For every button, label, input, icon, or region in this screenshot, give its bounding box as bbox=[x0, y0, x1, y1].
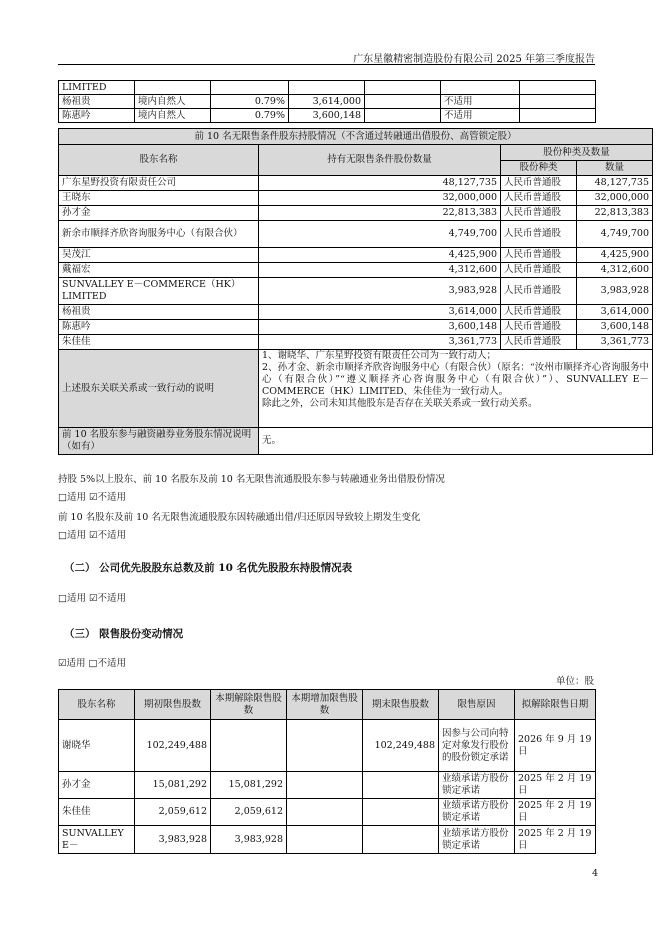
col-reason: 限售原因 bbox=[439, 690, 515, 720]
margin-trading-text: 无。 bbox=[259, 428, 653, 455]
unrestricted-qty: 32,000,000 bbox=[259, 191, 501, 206]
end-shares bbox=[363, 772, 439, 799]
released-shares: 2,059,612 bbox=[211, 799, 287, 826]
shareholder-name: 朱佳佳 bbox=[59, 335, 259, 350]
restriction-reason: 因参与公司向特定对象发行股份的股份锁定承诺 bbox=[439, 720, 515, 772]
share-type: 人民币普通股 bbox=[501, 206, 577, 221]
unrestricted-qty: 4,312,600 bbox=[259, 263, 501, 278]
unrestricted-qty: 4,425,900 bbox=[259, 248, 501, 263]
holder-name: 朱佳佳 bbox=[59, 799, 135, 826]
release-date: 2025 年 2 月 19 日 bbox=[515, 799, 596, 826]
release-date: 2026 年 9 月 19 日 bbox=[515, 720, 596, 772]
table-row bbox=[59, 221, 653, 248]
end-shares bbox=[363, 799, 439, 826]
note-lending-check: □适用 ☑不适用 bbox=[58, 492, 127, 503]
holder-name: 孙才金 bbox=[59, 772, 135, 799]
holding-pct: 0.79% bbox=[211, 109, 289, 123]
unit-label: 单位：股 bbox=[555, 676, 594, 687]
share-amount: 22,813,383 bbox=[577, 206, 653, 221]
table-row bbox=[59, 191, 653, 206]
section-restricted-check: ☑适用 □不适用 bbox=[58, 658, 127, 669]
pledge-status: 不适用 bbox=[441, 95, 520, 109]
top-shareholders-table-continued bbox=[58, 80, 596, 123]
share-type: 人民币普通股 bbox=[501, 191, 577, 206]
relation-label: 上述股东关联关系或一致行动的说明 bbox=[59, 350, 259, 428]
shareholder-name: 杨祖贵 bbox=[59, 305, 259, 320]
share-type: 人民币普通股 bbox=[501, 263, 577, 278]
share-amount: 48,127,735 bbox=[577, 176, 653, 191]
note-lending-change-check: □适用 ☑不适用 bbox=[58, 530, 127, 541]
share-type: 人民币普通股 bbox=[501, 278, 577, 305]
end-shares: 102,249,488 bbox=[363, 720, 439, 772]
shareholder-nature: 境内自然人 bbox=[135, 95, 211, 109]
table-row bbox=[59, 206, 653, 221]
table-row bbox=[59, 799, 596, 826]
restriction-reason: 业绩承诺方股份锁定承诺 bbox=[439, 799, 515, 826]
begin-shares: 3,983,928 bbox=[135, 826, 211, 854]
unrestricted-qty: 3,361,773 bbox=[259, 335, 501, 350]
unrestricted-qty: 48,127,735 bbox=[259, 176, 501, 191]
table-row bbox=[59, 109, 596, 123]
table-row bbox=[59, 176, 653, 191]
share-amount: 3,614,000 bbox=[577, 305, 653, 320]
restriction-reason: 业绩承诺方股份锁定承诺 bbox=[439, 772, 515, 799]
shareholder-name: 王晓东 bbox=[59, 191, 259, 206]
unrestricted-qty: 4,749,700 bbox=[259, 221, 501, 248]
table-row bbox=[59, 305, 653, 320]
shareholder-name: 陈惠吟 bbox=[59, 320, 259, 335]
share-type: 人民币普通股 bbox=[501, 305, 577, 320]
added-shares bbox=[287, 826, 363, 854]
unrestricted-qty: 3,600,148 bbox=[259, 320, 501, 335]
shareholder-name: 戴福宏 bbox=[59, 263, 259, 278]
share-type: 人民币普通股 bbox=[501, 176, 577, 191]
begin-shares: 15,081,292 bbox=[135, 772, 211, 799]
holder-name: 谢晓华 bbox=[59, 720, 135, 772]
section-restricted-title: （三） 限售股份变动情况 bbox=[64, 628, 184, 640]
table-row bbox=[59, 81, 596, 95]
table-row bbox=[59, 263, 653, 278]
section-preferred-title: （二） 公司优先股股东总数及前 10 名优先股股东持股情况表 bbox=[64, 562, 353, 574]
col-share-type: 股份种类 bbox=[501, 161, 577, 176]
table-row bbox=[59, 320, 653, 335]
table-row bbox=[59, 335, 653, 350]
holding-shares: 3,600,148 bbox=[289, 109, 365, 123]
share-amount: 3,600,148 bbox=[577, 320, 653, 335]
begin-shares: 102,249,488 bbox=[135, 720, 211, 772]
added-shares bbox=[287, 720, 363, 772]
share-type: 人民币普通股 bbox=[501, 335, 577, 350]
table-row bbox=[59, 248, 653, 263]
share-amount: 32,000,000 bbox=[577, 191, 653, 206]
end-shares bbox=[363, 826, 439, 854]
table-row bbox=[59, 772, 596, 799]
added-shares bbox=[287, 772, 363, 799]
shareholder-name: 吴茂江 bbox=[59, 248, 259, 263]
share-amount: 4,425,900 bbox=[577, 248, 653, 263]
share-amount: 3,361,773 bbox=[577, 335, 653, 350]
holder-name: SUNVALLEY E－ bbox=[59, 826, 135, 854]
col-unrestricted-qty: 持有无限售条件股份数量 bbox=[259, 145, 501, 176]
note-lending-shares: 持股 5%以上股东、前 10 名股东及前 10 名无限售流通股股东参与转融通业务出借股份情况 bbox=[58, 474, 445, 485]
col-begin: 期初限售股数 bbox=[135, 690, 211, 720]
page-header: 广东星徽精密制造股份有限公司 2025 年第三季度报告 bbox=[353, 54, 595, 65]
shareholder-name: SUNVALLEY E－COMMERCE（HK）LIMITED bbox=[59, 278, 259, 305]
release-date: 2025 年 2 月 19 日 bbox=[515, 772, 596, 799]
unrestricted-qty: 3,614,000 bbox=[259, 305, 501, 320]
share-amount: 4,749,700 bbox=[577, 221, 653, 248]
table-row bbox=[59, 95, 596, 109]
top10-title: 前 10 名无限售条件股东持股情况（不含通过转融通出借股份、高管锁定股） bbox=[59, 129, 653, 145]
shareholder-name: 陈惠吟 bbox=[59, 109, 135, 123]
unrestricted-qty: 22,813,383 bbox=[259, 206, 501, 221]
table-row bbox=[59, 278, 653, 305]
shareholder-nature: 境内自然人 bbox=[135, 109, 211, 123]
holding-shares: 3,614,000 bbox=[289, 95, 365, 109]
col-end: 期末限售股数 bbox=[363, 690, 439, 720]
released-shares: 3,983,928 bbox=[211, 826, 287, 854]
col-holder: 股东名称 bbox=[59, 690, 135, 720]
holding-pct: 0.79% bbox=[211, 95, 289, 109]
restricted-shares-table bbox=[58, 689, 596, 854]
released-shares: 15,081,292 bbox=[211, 772, 287, 799]
share-type: 人民币普通股 bbox=[501, 248, 577, 263]
share-amount: 4,312,600 bbox=[577, 263, 653, 278]
added-shares bbox=[287, 799, 363, 826]
note-lending-change: 前 10 名股东及前 10 名无限售流通股股东因转融通出借/归还原因导致较上期发生变化 bbox=[58, 512, 421, 523]
page-number: 4 bbox=[591, 868, 598, 879]
top10-unrestricted-table-body bbox=[58, 128, 653, 455]
col-share-kind: 股份种类及数量 bbox=[501, 145, 653, 161]
col-share-amount: 数量 bbox=[577, 161, 653, 176]
release-date: 2025 年 2 月 19 日 bbox=[515, 826, 596, 854]
share-type: 人民币普通股 bbox=[501, 221, 577, 248]
unrestricted-qty: 3,983,928 bbox=[259, 278, 501, 305]
section-preferred-check: □适用 ☑不适用 bbox=[58, 593, 127, 604]
margin-trading-label: 前 10 名股东参与融资融券业务股东情况说明（如有） bbox=[59, 428, 259, 455]
shareholder-name: LIMITED bbox=[59, 81, 135, 95]
share-type: 人民币普通股 bbox=[501, 320, 577, 335]
col-added: 本期增加限售股数 bbox=[287, 690, 363, 720]
table-row bbox=[59, 826, 596, 854]
col-shareholder-name: 股东名称 bbox=[59, 145, 259, 176]
share-amount: 3,983,928 bbox=[577, 278, 653, 305]
col-release-date: 拟解除限售日期 bbox=[515, 690, 596, 720]
pledge-status: 不适用 bbox=[441, 109, 520, 123]
shareholder-name: 孙才金 bbox=[59, 206, 259, 221]
header-rule bbox=[58, 64, 595, 65]
table-row bbox=[59, 720, 596, 772]
released-shares bbox=[211, 720, 287, 772]
shareholder-name: 杨祖贵 bbox=[59, 95, 135, 109]
col-released: 本期解除限售股数 bbox=[211, 690, 287, 720]
shareholder-name: 新余市顺择齐欣咨询服务中心（有限合伙） bbox=[59, 221, 259, 248]
shareholder-name: 广东星野投资有限责任公司 bbox=[59, 176, 259, 191]
begin-shares: 2,059,612 bbox=[135, 799, 211, 826]
restriction-reason: 业绩承诺方股份锁定承诺 bbox=[439, 826, 515, 854]
relation-description: 1、谢晓华、广东星野投资有限责任公司为一致行动人； 2、孙才金、新余市顺择齐欣咨询服务中心（有限合伙）（原名：“汝州市顺择齐心咨询服务中心（有限合伙）”“遵义顺择齐心咨询服务中心（有限合伙）”）、SUNVALLEY E－COMMERCE（HK）LIMITED、朱佳佳为一致行动人。 除此之外，公司未知其他股东是否存在关联关系或一致行动关系。 bbox=[259, 350, 653, 428]
